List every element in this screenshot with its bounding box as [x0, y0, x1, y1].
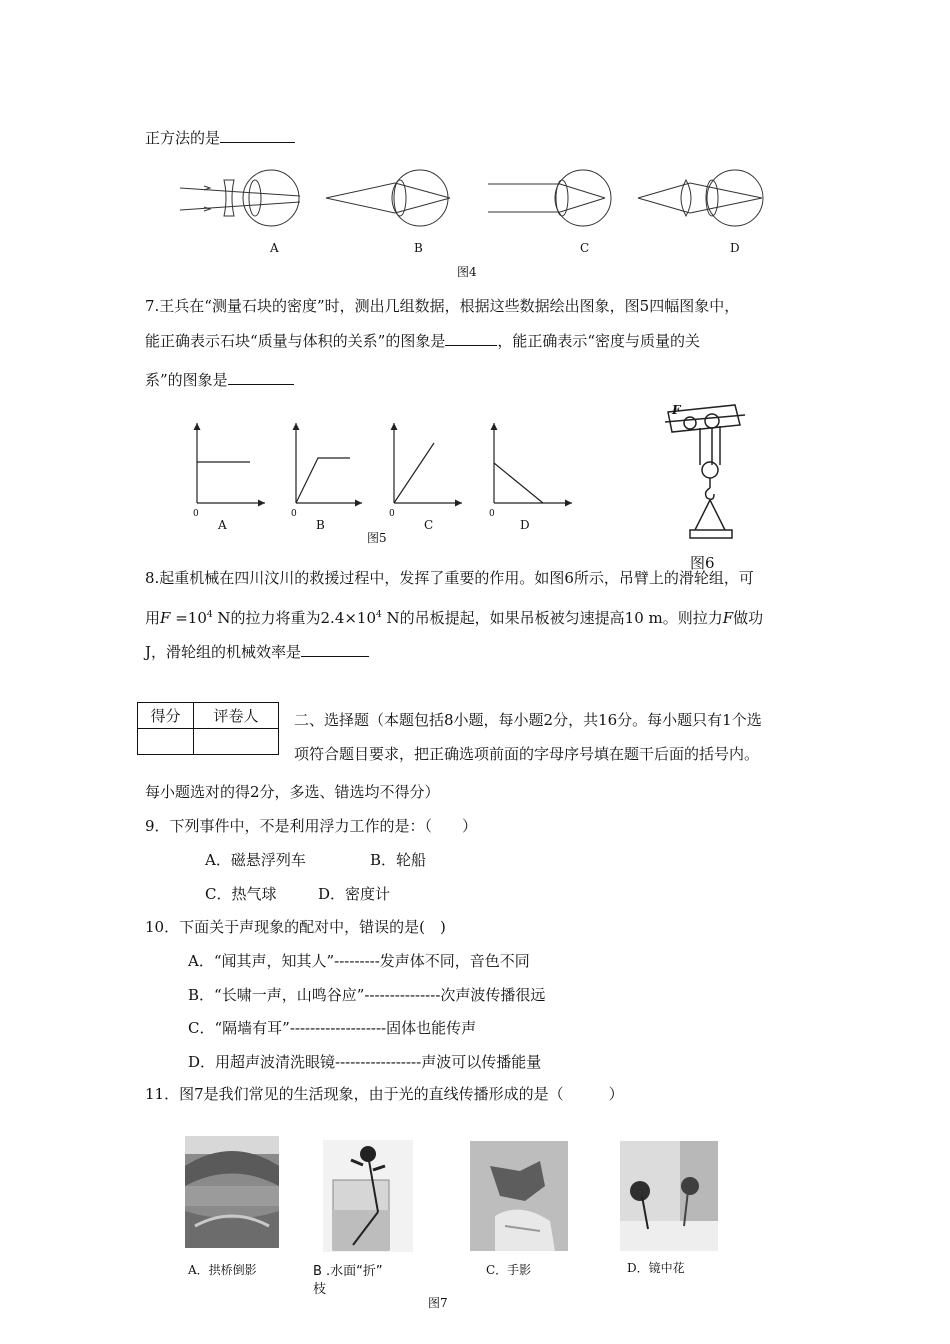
q8-line1: 8.起重机械在四川汶川的救援过程中，发挥了重要的作用。如图6所示，吊臂上的滑轮组，可 [145, 569, 754, 587]
q9-option-a[interactable]: A．磁悬浮列车 [205, 851, 306, 869]
fig7-caption: 图7 [428, 1296, 448, 1310]
fig4-label-c: C [580, 241, 590, 255]
q10-option-b[interactable]: B．“长啸一声，山鸣谷应”---------------次声波传播很远 [188, 986, 546, 1004]
q9-stem: 9．下列事件中，不是利用浮力工作的是：（ ） [145, 817, 478, 835]
fig5-caption: 图5 [367, 531, 387, 545]
answer-blank[interactable] [301, 642, 369, 657]
q9-option-d[interactable]: D．密度计 [318, 885, 391, 903]
graph-label-a: A [218, 518, 227, 532]
q10-option-c[interactable]: C．“隔墙有耳”-------------------固体也能传声 [188, 1019, 477, 1037]
fig7-caption-c: C．手影 [486, 1263, 532, 1277]
fig7-caption-d: D．镜中花 [627, 1261, 685, 1275]
fig4-label-d: D [730, 241, 740, 255]
score-table [137, 702, 279, 755]
q10-option-a[interactable]: A．“闻其声，知其人”---------发声体不同，音色不同 [188, 952, 530, 970]
graph-d-origin: 0 [489, 509, 495, 519]
q9-option-c[interactable]: C．热气球 [205, 885, 277, 903]
fig7-caption-a: A．拱桥倒影 [188, 1263, 257, 1277]
section2-line3: 每小题选对的得2分，多选、错选均不得分） [145, 783, 440, 801]
fig7-caption-b-line2: 枝 [313, 1282, 327, 1297]
fig4-caption: 图4 [457, 265, 477, 279]
score-header: 得分 [138, 703, 194, 729]
q6-tail: 正方法的是 [145, 128, 295, 148]
q8-line3: J，滑轮组的机械效率是 [145, 642, 369, 662]
fig4-label-b: B [414, 241, 423, 255]
fig4-label-a: A [270, 241, 279, 255]
q10-option-d[interactable]: D．用超声波清洗眼镜-----------------声波可以传播能量 [188, 1053, 542, 1071]
grader-cell[interactable] [194, 729, 279, 755]
section2-line2: 项符合题目要求，把正确选项前面的字母序号填在题干后面的括号内。 [294, 745, 760, 763]
graph-b-origin: 0 [291, 509, 297, 519]
photo-hand-shadow [470, 1141, 568, 1251]
photo-mirror-flower [620, 1141, 718, 1251]
q11-stem: 11．图7是我们常见的生活现象，由于光的直线传播形成的是（ ） [145, 1085, 624, 1103]
q7-line1: 7.王兵在“测量石块的密度”时，测出几组数据，根据这些数据绘出图象，图5四幅图象中， [145, 297, 740, 315]
graph-label-c: C [424, 518, 434, 532]
q8-line2: 用$F =10^4$ N的拉力将重为$2.4\times 10^4$ N的吊板提起，如果吊板被匀速提高10 m。则拉力F做功 [145, 609, 764, 627]
fig7-caption-b-line1: B .水面“折” [313, 1264, 383, 1279]
fig6-force-label: F [672, 403, 681, 417]
q10-stem: 10．下面关于声现象的配对中，错误的是( ) [145, 918, 446, 936]
section2-line1: 二、选择题（本题包括8小题，每小题2分，共16分。每小题只有1个选 [294, 711, 762, 729]
graph-c-origin: 0 [389, 509, 395, 519]
photo-arch-bridge [185, 1136, 279, 1248]
grader-header: 评卷人 [194, 703, 279, 729]
graph-label-d: D [520, 518, 530, 532]
graph-label-b: B [316, 518, 325, 532]
q7-line3: 系”的图象是 [145, 370, 294, 390]
figure-6-pulley [0, 0, 950, 560]
score-cell[interactable] [138, 729, 194, 755]
q7-line2: 能正确表示石块“质量与体积的关系”的图象是 ，能正确表示“密度与质量的关 [145, 332, 701, 350]
fig6-caption: 图6 [690, 554, 715, 572]
graph-a-origin: 0 [193, 509, 199, 519]
q9-option-b[interactable]: B．轮船 [370, 851, 427, 869]
photo-bent-branch [323, 1140, 413, 1252]
